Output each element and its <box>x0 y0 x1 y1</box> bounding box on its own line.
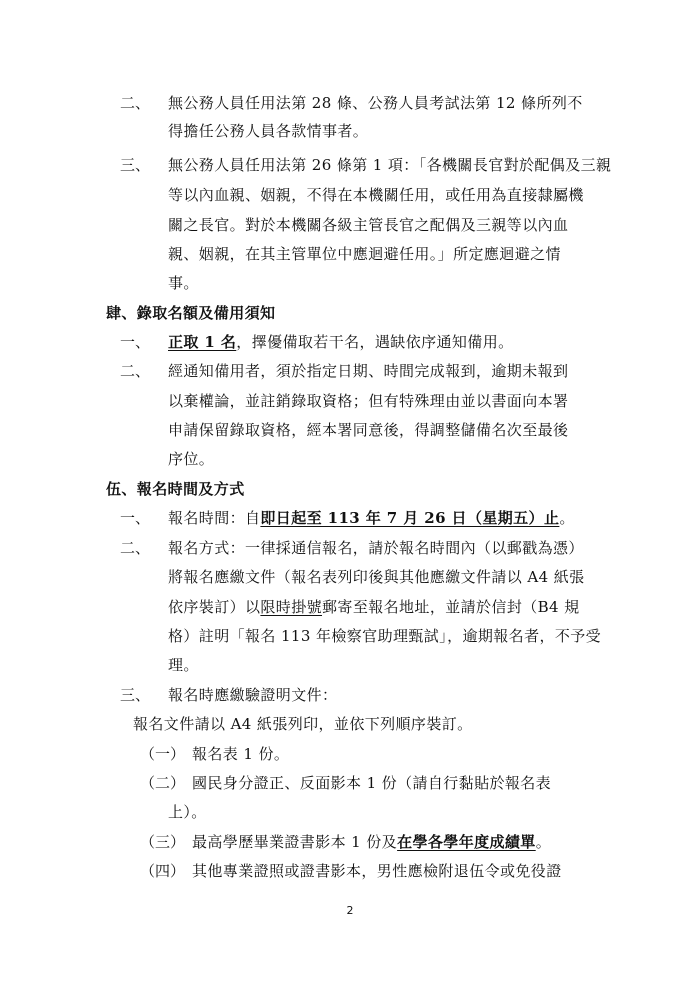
item-text <box>168 597 580 617</box>
sub-number: （三） <box>140 833 186 851</box>
item-text: 得擔任公務人員各款情事者。 <box>168 122 369 140</box>
time-emphasis: 即日起至 113 年 7 月 26 日（星期五）止 <box>260 509 560 527</box>
text-fragment: 最高學歷畢業證書影本 1 份及 <box>192 833 398 851</box>
item-text: 經通知備用者，須於指定日期、時間完成報到，逾期未報到 <box>168 362 569 380</box>
item-number: 三、 <box>120 686 151 704</box>
sub-text: 國民身分證正、反面影本 1 份（請自行黏貼於報名表 <box>192 774 552 792</box>
item-number: 三、 <box>120 156 151 174</box>
time-suffix: 。 <box>559 509 575 527</box>
item-text: 事。 <box>168 274 199 292</box>
section-heading: 肆、錄取名額及備用須知 <box>106 304 276 322</box>
sub-number: （一） <box>140 745 186 763</box>
sub-text <box>192 832 551 852</box>
item-number: 一、 <box>120 333 151 351</box>
item-text: 將報名應繳文件（報名表列印後與其他應繳文件請以 A4 紙張 <box>168 568 585 586</box>
page-number: 2 <box>346 904 354 917</box>
item-text: 以棄權論，並註銷錄取資格；但有特殊理由並以書面向本署 <box>168 392 569 410</box>
item-number: 一、 <box>120 509 151 527</box>
sub-text: 其他專業證照或證書影本，男性應檢附退伍令或免役證 <box>192 862 562 880</box>
item-text: 關之長官。對於本機關各級主管長官之配偶及三親等以內血 <box>168 216 569 234</box>
quota-emphasis: 正取 1 名 <box>168 333 237 351</box>
registered-mail-emphasis: 限時掛號 <box>260 598 323 616</box>
item-number: 二、 <box>120 362 151 380</box>
item-intro: 報名文件請以 A4 紙張列印，並依下列順序裝訂。 <box>133 715 473 733</box>
quota-rest: ，擇優備取若干名，遇缺依序通知備用。 <box>236 333 514 351</box>
sub-text: 上）。 <box>168 803 207 821</box>
item-text: 格）註明「報名 113 年檢察官助理甄試」，逾期報名者，不予受 <box>168 627 602 645</box>
text-fragment: 依序裝訂）以 <box>168 598 261 616</box>
item-text: 等以內血親、姻親，不得在本機關任用，或任用為直接隸屬機 <box>168 186 584 204</box>
item-text <box>168 332 514 352</box>
item-text: 無公務人員任用法第 28 條、公務人員考試法第 12 條所列不 <box>168 94 583 112</box>
item-text: 理。 <box>168 656 199 674</box>
text-fragment: 郵寄至報名地址，並請於信封（B4 規 <box>322 598 580 616</box>
sub-number: （四） <box>140 862 186 880</box>
item-number: 二、 <box>120 539 151 557</box>
item-text: 無公務人員任用法第 26 條第 1 項：「各機關長官對於配偶及三親 <box>168 156 612 174</box>
transcript-emphasis: 在學各學年度成績單 <box>397 833 536 851</box>
item-text: 申請保留錄取資格，經本署同意後，得調整儲備名次至最後 <box>168 421 569 439</box>
item-text: 報名時應繳驗證明文件： <box>168 686 338 704</box>
sub-number: （二） <box>140 774 186 792</box>
item-text: 序位。 <box>168 450 215 468</box>
item-text <box>168 508 575 528</box>
item-text: 報名方式：一律採通信報名，請於報名時間內（以郵戳為憑） <box>168 539 584 557</box>
section-heading: 伍、報名時間及方式 <box>106 480 245 498</box>
sub-text: 報名表 1 份。 <box>192 745 290 763</box>
item-number: 二、 <box>120 94 151 112</box>
time-prefix: 報名時間：自 <box>168 509 261 527</box>
text-fragment: 。 <box>535 833 552 851</box>
item-text: 親、姻親，在其主管單位中應迴避任用。」所定應迴避之情 <box>168 245 561 263</box>
